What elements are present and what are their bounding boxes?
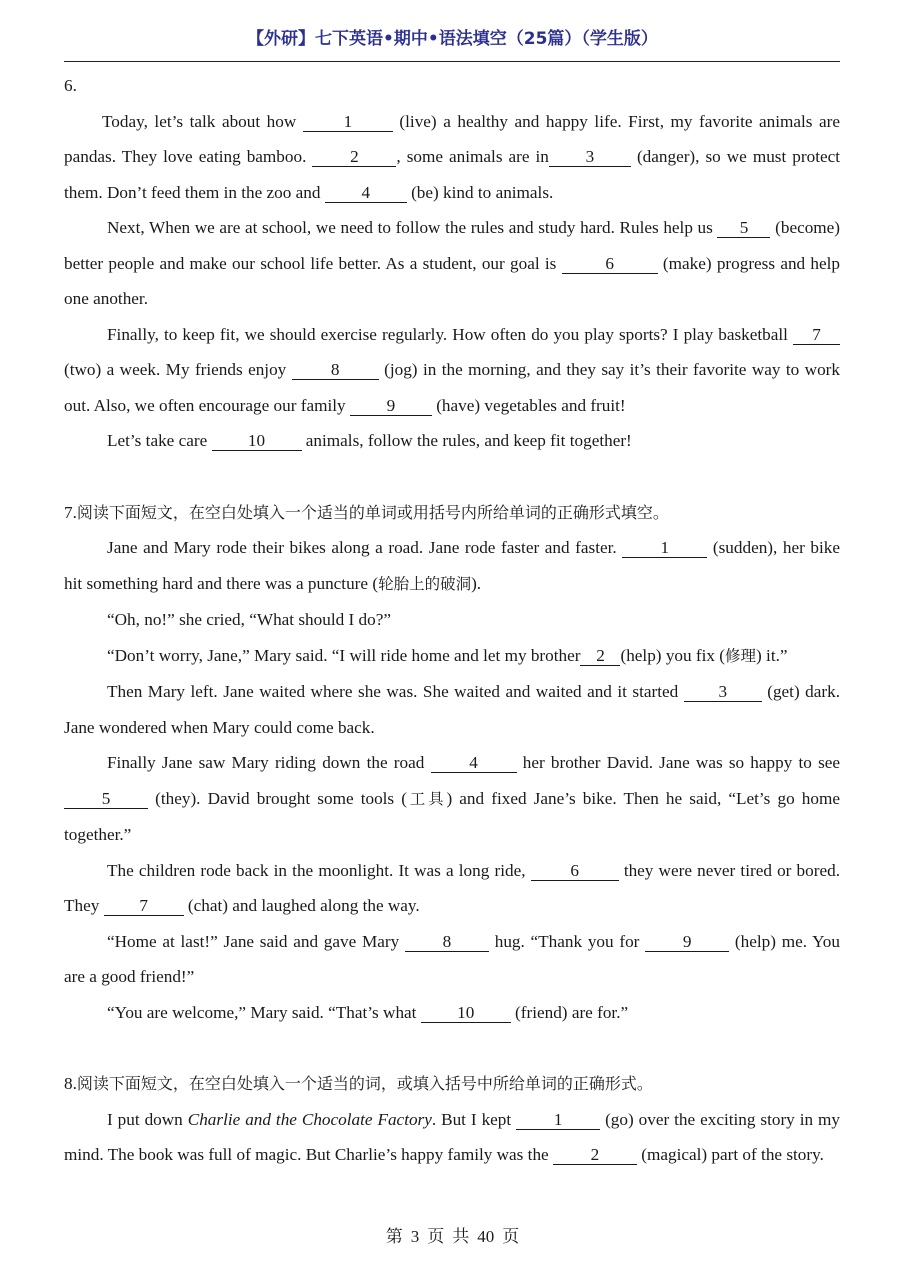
footer-text: 第 bbox=[385, 1227, 403, 1246]
blank-1[interactable]: 1 bbox=[516, 1110, 600, 1130]
paragraph bbox=[64, 210, 840, 317]
blank-2[interactable]: 2 bbox=[553, 1145, 637, 1165]
paragraph bbox=[64, 317, 840, 424]
section-gap bbox=[64, 459, 840, 495]
chinese-gloss: 修理 bbox=[725, 646, 757, 665]
paragraph bbox=[64, 853, 840, 924]
text: Finally, to keep fit, we should exercise regularly. How often do you play sports? I play basketball bbox=[107, 324, 788, 344]
text: (danger), so we must protect them. Don’t feed them in the zoo and bbox=[64, 147, 841, 202]
instruction-text: 阅读下面短文，在空白处填入一个适当的词，或填入括号中所给单词的正确形式。 bbox=[76, 1074, 653, 1093]
paragraph bbox=[64, 995, 840, 1031]
text: ) it.” bbox=[756, 645, 788, 665]
text: (chat) and laughed along the way. bbox=[187, 896, 420, 915]
paragraph bbox=[64, 674, 840, 745]
text: (magical) part of the story. bbox=[641, 1145, 824, 1164]
blank-3[interactable]: 3 bbox=[549, 147, 631, 167]
text: Let’s take care bbox=[107, 431, 208, 450]
text: (have) vegetables and fruit! bbox=[436, 395, 626, 415]
text: (go) over the exciting story in my mind. The book was full of magic. But Charlie’s happy family was the bbox=[64, 1109, 841, 1164]
text: Next, When we are at school, we need to follow the rules and study hard. Rules help us bbox=[107, 218, 713, 237]
total-pages: 40 bbox=[477, 1227, 495, 1246]
blank-6[interactable]: 6 bbox=[562, 254, 658, 274]
text: The children rode back in the moonlight. It was a long ride, bbox=[107, 860, 526, 880]
text: . But I kept bbox=[431, 1109, 512, 1129]
text: (live) a healthy and happy life. First, my favorite animals are pandas. They love eating bamboo. bbox=[64, 111, 841, 166]
text: hug. “Thank you for bbox=[494, 931, 640, 951]
text: “Home at last!” Jane said and gave Mary bbox=[107, 931, 400, 951]
book-title: Charlie and the Chocolate Factory bbox=[187, 1109, 432, 1129]
text: (make) progress and help one another. bbox=[64, 253, 841, 308]
header-divider bbox=[64, 61, 840, 62]
text: (help) me. You are a good friend!” bbox=[64, 931, 840, 986]
text: animals, follow the rules, and keep fit together! bbox=[305, 431, 632, 450]
question-number: 8. bbox=[64, 1074, 77, 1093]
paragraph bbox=[64, 104, 840, 211]
text: “Don’t worry, Jane,” Mary said. “I will ride home and let my brother bbox=[107, 645, 581, 665]
text: ). bbox=[471, 573, 482, 593]
text: “You are welcome,” Mary said. “That’s what bbox=[107, 1002, 417, 1022]
footer-text: 页 bbox=[427, 1227, 445, 1246]
blank-10[interactable]: 10 bbox=[421, 1003, 511, 1023]
text: ) and fixed Jane’s bike. Then he said, “Let’s go home together.” bbox=[64, 788, 840, 844]
text: (they). David brought some tools ( bbox=[155, 788, 407, 808]
text: (friend) are for.” bbox=[515, 1002, 629, 1022]
paragraph bbox=[64, 1102, 840, 1173]
chinese-gloss: 轮胎上的破洞 bbox=[378, 574, 472, 593]
question-number: 7. bbox=[64, 502, 77, 522]
text: her brother David. Jane was so happy to see bbox=[522, 753, 841, 772]
footer-text: 共 bbox=[452, 1227, 470, 1246]
current-page: 3 bbox=[410, 1227, 420, 1246]
footer-text: 页 bbox=[502, 1227, 520, 1246]
paragraph bbox=[64, 924, 840, 995]
text: Finally Jane saw Mary riding down the road bbox=[107, 753, 425, 772]
blank-4[interactable]: 4 bbox=[431, 753, 517, 773]
paragraph bbox=[64, 638, 840, 675]
blank-4[interactable]: 4 bbox=[325, 183, 407, 203]
blank-2[interactable]: 2 bbox=[312, 147, 396, 167]
instruction-text: 阅读下面短文，在空白处填入一个适当的单词或用括号内所给单词的正确形式填空。 bbox=[76, 502, 669, 522]
text: (two) a week. My friends enjoy bbox=[64, 360, 287, 379]
text: Then Mary left. Jane waited where she was. She waited and waited and it started bbox=[107, 682, 679, 701]
paragraph bbox=[64, 745, 840, 853]
paragraph: “Oh, no!” she cried, “What should I do?” bbox=[107, 610, 391, 629]
chinese-gloss: 工具 bbox=[406, 789, 447, 808]
blank-10[interactable]: 10 bbox=[212, 431, 302, 451]
text: , some animals are in bbox=[396, 147, 549, 166]
paragraph bbox=[64, 530, 840, 602]
blank-2[interactable]: 2 bbox=[580, 646, 620, 666]
blank-3[interactable]: 3 bbox=[684, 682, 762, 702]
blank-5[interactable]: 5 bbox=[717, 218, 770, 238]
text: I put down bbox=[107, 1109, 183, 1129]
blank-1[interactable]: 1 bbox=[303, 112, 393, 132]
text: (sudden), her bike hit something hard and there was a puncture ( bbox=[64, 538, 841, 593]
blank-8[interactable]: 8 bbox=[292, 360, 379, 380]
blank-9[interactable]: 9 bbox=[645, 932, 729, 952]
text: (get) dark. Jane wondered when Mary could come back. bbox=[64, 682, 841, 737]
question-instruction bbox=[64, 1066, 840, 1102]
text: (be) kind to animals. bbox=[411, 182, 554, 202]
blank-6[interactable]: 6 bbox=[531, 861, 619, 881]
blank-1[interactable]: 1 bbox=[622, 538, 707, 558]
page-footer bbox=[0, 1222, 905, 1247]
paragraph bbox=[64, 423, 840, 459]
blank-8[interactable]: 8 bbox=[405, 932, 489, 952]
blank-7[interactable]: 7 bbox=[104, 896, 184, 916]
text: (jog) in the morning, and they say it’s their favorite way to work out. Also, we often encourage our family bbox=[64, 360, 841, 415]
page-header-title: 【外研】七下英语•期中•语法填空（25篇）（学生版） bbox=[247, 29, 658, 49]
blank-7[interactable]: 7 bbox=[793, 325, 840, 345]
text: (help) you fix ( bbox=[620, 645, 726, 665]
section-gap bbox=[64, 1030, 840, 1066]
text: Jane and Mary rode their bikes along a road. Jane rode faster and faster. bbox=[107, 538, 617, 557]
text: Today, let’s talk about how bbox=[102, 111, 297, 131]
question-instruction bbox=[64, 495, 840, 531]
text: they were never tired or bored. They bbox=[64, 860, 840, 915]
worksheet-content bbox=[64, 68, 840, 1173]
blank-9[interactable]: 9 bbox=[350, 396, 432, 416]
text: (become) better people and make our school life better. As a student, our goal is bbox=[64, 218, 841, 273]
question-number: 6. bbox=[64, 76, 77, 95]
blank-5[interactable]: 5 bbox=[64, 789, 148, 809]
